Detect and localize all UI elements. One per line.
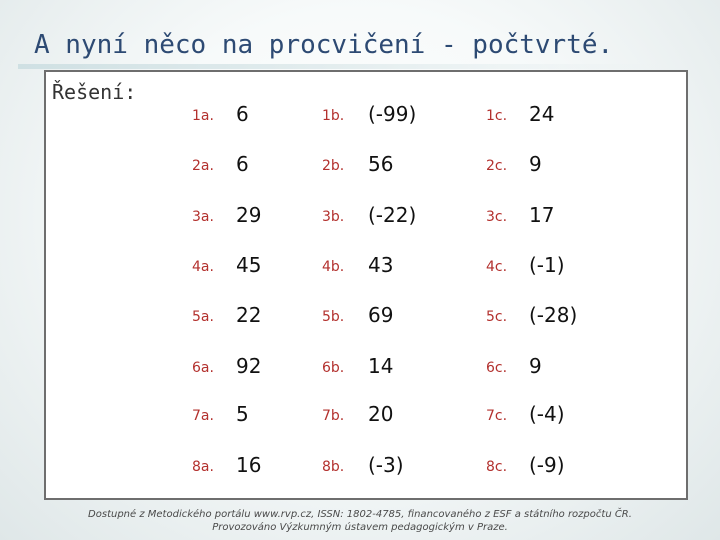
answer-label: 1c. xyxy=(486,108,508,124)
answer-label: 3c. xyxy=(486,209,508,225)
answer-row-1 xyxy=(46,96,686,128)
answer-value: 29 xyxy=(236,203,262,227)
solutions-panel xyxy=(44,70,688,500)
answer-value: (-22) xyxy=(368,203,417,227)
answer-value: 22 xyxy=(236,303,262,327)
answer-value: (-1) xyxy=(529,253,565,277)
answer-label: 6b. xyxy=(322,360,345,376)
answer-label: 8a. xyxy=(192,459,214,475)
answer-label: 6c. xyxy=(486,360,508,376)
answer-value: 14 xyxy=(368,354,394,378)
answer-label: 2b. xyxy=(322,158,345,174)
answer-label: 4c. xyxy=(486,259,508,275)
answer-label: 4a. xyxy=(192,259,214,275)
answer-value: 92 xyxy=(236,354,262,378)
answer-label: 8b. xyxy=(322,459,345,475)
answer-value: (-9) xyxy=(529,453,565,477)
answer-value: 24 xyxy=(529,102,555,126)
answer-value: (-99) xyxy=(368,102,417,126)
answer-label: 3b. xyxy=(322,209,345,225)
answer-value: 6 xyxy=(236,102,249,126)
answer-label: 5b. xyxy=(322,309,345,325)
answer-label: 5a. xyxy=(192,309,214,325)
answer-value: 69 xyxy=(368,303,394,327)
answer-value: 9 xyxy=(529,152,542,176)
answer-value: 43 xyxy=(368,253,394,277)
answer-value: 5 xyxy=(236,402,249,426)
answer-value: 17 xyxy=(529,203,555,227)
footer-line-2: Provozováno Výzkumným ústavem pedagogickým v Praze. xyxy=(212,522,508,533)
answer-value: 45 xyxy=(236,253,262,277)
answer-value: 20 xyxy=(368,402,394,426)
answer-value: (-28) xyxy=(529,303,578,327)
slide-title: A nyní něco na procvičení - počtvrté. xyxy=(34,30,614,60)
answer-label: 2a. xyxy=(192,158,214,174)
answer-label: 3a. xyxy=(192,209,214,225)
answer-label: 2c. xyxy=(486,158,508,174)
answer-label: 7a. xyxy=(192,408,214,424)
answer-value: 6 xyxy=(236,152,249,176)
footer-line-1: Dostupné z Metodického portálu www.rvp.cz, ISSN: 1802-4785, financovaného z ESF a státního rozpočtu ČR. xyxy=(88,509,632,520)
answer-row-2 xyxy=(46,146,686,178)
answer-label: 7c. xyxy=(486,408,508,424)
answer-label: 1a. xyxy=(192,108,214,124)
answer-row-5 xyxy=(46,297,686,329)
answer-row-3 xyxy=(46,197,686,229)
answer-value: (-3) xyxy=(368,453,404,477)
answer-row-6 xyxy=(46,348,686,380)
answer-value: 16 xyxy=(236,453,262,477)
answer-label: 7b. xyxy=(322,408,345,424)
title-underline-accent xyxy=(18,64,668,69)
answer-label: 8c. xyxy=(486,459,508,475)
answer-row-8 xyxy=(46,447,686,479)
answer-row-4 xyxy=(46,247,686,279)
answer-label: 5c. xyxy=(486,309,508,325)
solution-heading: Řešení: xyxy=(52,80,137,104)
answer-value: 56 xyxy=(368,152,394,176)
footer-credits xyxy=(0,508,720,534)
answer-row-7 xyxy=(46,396,686,428)
answer-label: 4b. xyxy=(322,259,345,275)
answer-label: 1b. xyxy=(322,108,345,124)
answer-value: 9 xyxy=(529,354,542,378)
answer-label: 6a. xyxy=(192,360,214,376)
answer-value: (-4) xyxy=(529,402,565,426)
